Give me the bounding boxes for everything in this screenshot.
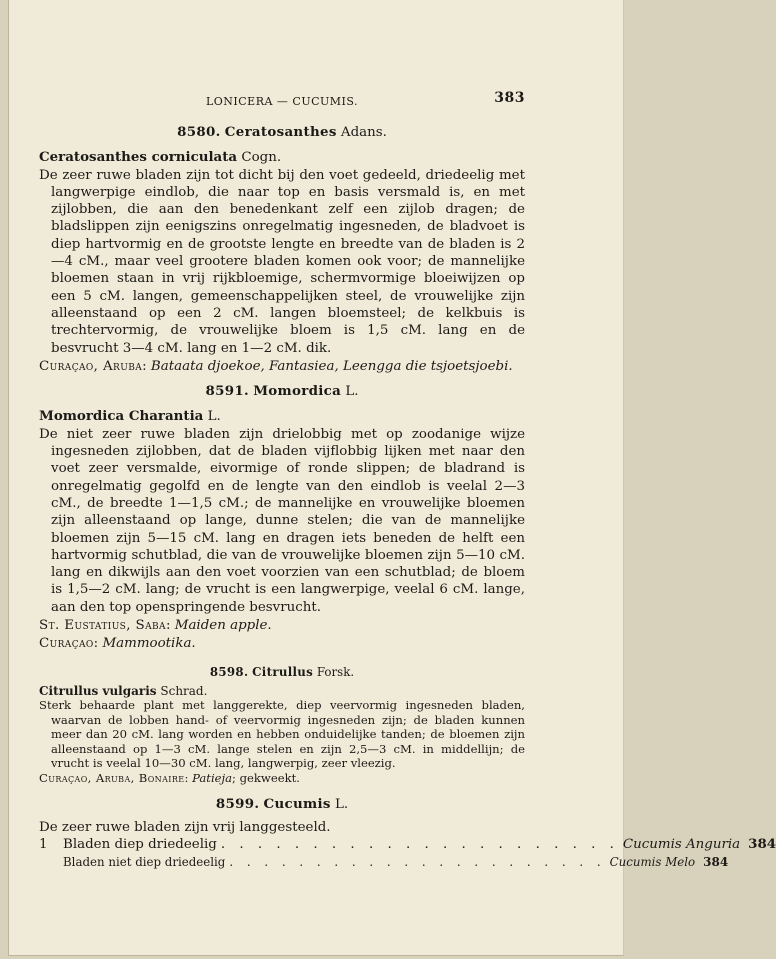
genus-name: Citrullus [252, 664, 314, 679]
species-description: Sterk behaarde plant met langgerekte, diep veervormig ingesneden bladen, waarvan de lobben hand- of veervormig ingesneden zijn; de bladen kunnen meer dan 20 cM. lang worden en hebben onduidelijke tanden; de bloemen zijn alleenstaand op 1—3 cM. lange stelen en zijn 2,5—3 cM. in middellijn; de vrucht is veelal 10—30 cM. lang, langwerpig, zeer vleezig. [39, 698, 525, 771]
locality-extra: ; gekweekt. [232, 771, 300, 786]
vernacular-names: Mammootika. [102, 636, 196, 652]
locality-line: Curaçao: Mammootika. [39, 636, 196, 652]
key-text: Bladen niet diep driedeelig [63, 854, 226, 869]
key-reference: 384 [703, 854, 729, 869]
genus-author: Adans. [340, 125, 387, 140]
locality-line: Curaçao, Aruba, Bonaire: Patieja; gekweekt. [39, 771, 300, 786]
key-reference: 384 [748, 836, 776, 853]
locality-places: Curaçao [39, 636, 94, 652]
book-page [8, 0, 776, 956]
species-author: L. [207, 409, 221, 425]
locality-places: Curaçao, Aruba, Bonaire [39, 771, 185, 786]
vernacular-names: Maiden apple. [174, 618, 272, 634]
section-momordica [39, 383, 525, 652]
genus-number: 8599. [215, 795, 260, 812]
genus-number: 8591. [205, 383, 249, 400]
leader-dots: . . . . . . . . . . . . . . . . . . . . . . [220, 837, 619, 853]
species-name: Ceratosanthes corniculata [39, 149, 238, 166]
key-result: Cucumis Anguria [622, 837, 741, 853]
genus-heading [39, 124, 525, 141]
key-line [39, 854, 729, 871]
leader-dots: . . . . . . . . . . . . . . . . . . . . . . [229, 854, 606, 869]
locality-places: St. Eustatius, Saba [39, 618, 166, 634]
running-head-title: LONICERA — CUCUMIS. [205, 95, 359, 108]
species-line [39, 408, 525, 425]
genus-author: Forsk. [316, 664, 355, 679]
species-author: Cogn. [241, 150, 282, 166]
section-ceratosanthes [39, 124, 525, 375]
locality-line: Curaçao, Aruba: Bataata djoekoe, Fantasiea, Leengga die tsjoetsjoebi. [39, 358, 513, 374]
key-line [39, 836, 776, 853]
genus-heading [39, 796, 525, 813]
genus-number: 8580. [177, 124, 221, 140]
key-text: Bladen diep driedeelig [63, 837, 217, 853]
section-cucumis [39, 795, 776, 871]
page-number: 383 [494, 90, 525, 106]
genus-heading [39, 665, 525, 679]
species-name: Citrullus vulgaris [39, 684, 157, 699]
species-name: Momordica Charantia [39, 408, 204, 425]
genus-number: 8598. [209, 664, 249, 679]
key-result: Cucumis Melo [609, 854, 696, 869]
genus-heading [39, 383, 525, 400]
genus-name: Momordica [253, 383, 342, 400]
page-content [39, 90, 776, 871]
locality-line: St. Eustatius, Saba: Maiden apple. [39, 618, 272, 634]
section-citrullus [39, 665, 525, 786]
species-description: De niet zeer ruwe bladen zijn drielobbig met op zoodanige wijze ingesneden zijlobben, dat de bladen vijflobbig lijken met naar den voet zeer versmalde, eivormige of ronde slippen; de bladrand is onregelmatig gegolfd en de lengte van den eindlob is veelal 2—3 cM., de breedte 1—1,5 cM.; de mannelijke en vrouwelijke bloemen zijn alleenstaand op lange, dunne stelen; die van de mannelijke bloemen zijn 5—15 cM. lang en dragen iets beneden de helft een hartvormig schutblad, die van de vrouwelijke bloemen zijn 5—10 cM. lang en dikwijls aan den voet voorzien van een schutblad; de bloem is 1,5—2 cM. lang; de vrucht is een langwerpige, veelal 6 cM. lange, aan den top openspringende besvrucht. [39, 426, 525, 615]
species-line [39, 149, 525, 166]
genus-name: Cucumis [263, 795, 331, 812]
genus-name: Ceratosanthes [224, 124, 337, 140]
genus-intro: De zeer ruwe bladen zijn vrij langgesteeld. [39, 820, 331, 836]
vernacular-names: Bataata djoekoe, Fantasiea, Leengga die tsjoetsjoebi. [150, 358, 513, 374]
genus-author: L. [345, 384, 359, 400]
species-description: De zeer ruwe bladen zijn tot dicht bij den voet gedeeld, driedeelig met langwerpige eindlob, die naar top en basis versmald is, en met zijlobben, die aan den benedenkant zelf een zijlob dragen; de bladslippen zijn eenigszins onregelmatig ingesneden, de bladvoet is diep hartvormig en de grootste lengte en breedte van de bladen is 2—4 cM., maar veel grootere bladen komen ook voor; de mannelijke bloemen staan in vrij rijkbloemige, schermvormige bloeiwijzen op een 5 cM. langen, gemeenschappelijken steel, de vrouwelijke zijn alleenstaand op een 2 cM. langen bloemsteel; de kelkbuis is trechtervormig, de vrouwelijke bloem is 1,5 cM. lang en de besvrucht 3—4 cM. lang en 1—2 cM. dik. [39, 167, 525, 356]
key-number: 1 [39, 837, 48, 853]
species-line [39, 684, 525, 698]
species-author: Schrad. [160, 684, 208, 699]
locality-places: Curaçao, Aruba [39, 358, 143, 374]
vernacular-names: Patieja [192, 771, 233, 786]
genus-author: L. [335, 796, 349, 812]
running-head [39, 90, 525, 110]
